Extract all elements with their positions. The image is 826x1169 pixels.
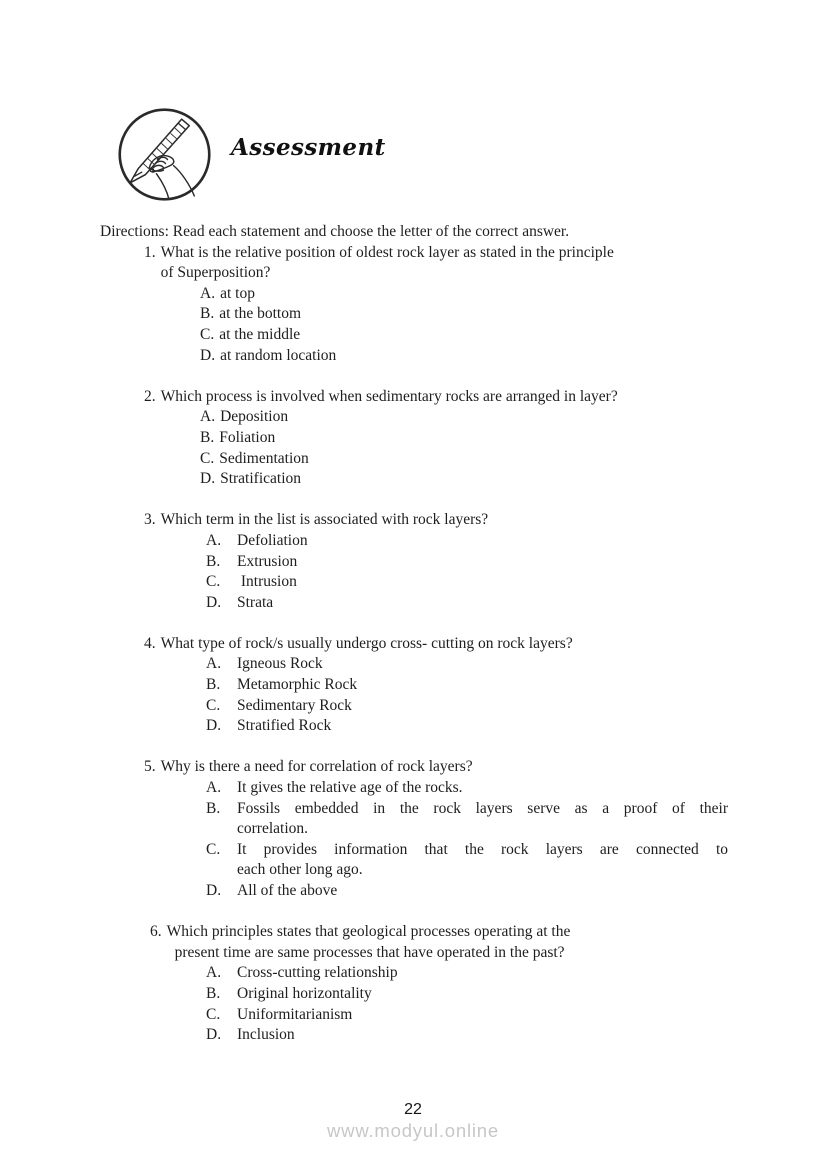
- option-letter: C.: [206, 573, 221, 591]
- assessment-body: [0, 222, 826, 1046]
- option-text: Foliation: [219, 428, 276, 446]
- question-4: [144, 634, 826, 737]
- page-title: Assessment: [231, 134, 386, 161]
- question-2: [144, 387, 826, 490]
- option-text: at random location: [220, 346, 337, 364]
- option-text-line: Fossils embedded in the rock layers serve as a proof of their: [237, 799, 728, 817]
- option-a: [206, 778, 826, 799]
- option-text-line: correlation.: [237, 820, 309, 838]
- option-letter: A.: [200, 284, 216, 302]
- option-text: Sedimentation: [219, 449, 309, 467]
- option-letter: C.: [200, 449, 215, 467]
- option-a: [200, 407, 826, 428]
- question-3: [144, 510, 826, 613]
- question-6: [144, 922, 826, 1046]
- option-letter: B.: [206, 984, 221, 1002]
- option-text: Sedimentary Rock: [237, 696, 352, 714]
- option-letter: B.: [206, 676, 221, 694]
- option-c: [200, 449, 826, 470]
- option-c: [206, 1005, 826, 1026]
- option-letter: C.: [206, 696, 221, 714]
- option-text: at the bottom: [219, 305, 302, 323]
- question-number: 5.: [144, 758, 156, 776]
- option-b: [206, 675, 826, 696]
- option-letter: A.: [206, 964, 222, 982]
- question-number: 2.: [144, 387, 156, 405]
- option-a: [206, 654, 826, 675]
- question-number: 1.: [144, 243, 156, 261]
- question-line: of Superposition?: [160, 264, 271, 282]
- option-text: [237, 840, 728, 881]
- option-text: [237, 799, 728, 840]
- option-text: Uniformitarianism: [237, 1005, 353, 1023]
- option-letter: D.: [200, 346, 216, 364]
- question-line: Which process is involved when sedimentary rocks are arranged in layer?: [160, 387, 618, 405]
- option-text-line: It provides information that the rock layers are connected to: [237, 840, 728, 858]
- question-line: Which principles states that geological processes operating at the: [166, 923, 571, 941]
- option-letter: C.: [206, 1005, 221, 1023]
- watermark-text: www.modyul.online: [327, 1120, 499, 1141]
- option-text: at top: [220, 284, 255, 302]
- option-text: It gives the relative age of the rocks.: [237, 779, 463, 797]
- question-line: What is the relative position of oldest rock layer as stated in the principle: [160, 243, 614, 261]
- option-b: [206, 552, 826, 573]
- option-b: [200, 304, 826, 325]
- question-number: 3.: [144, 511, 156, 529]
- question-line: Why is there a need for correlation of rock layers?: [160, 758, 473, 776]
- option-letter: D.: [200, 470, 216, 488]
- option-letter: A.: [200, 408, 216, 426]
- option-d: [200, 469, 826, 490]
- option-d: [206, 716, 826, 737]
- option-c: [206, 840, 826, 881]
- question-5: [144, 757, 826, 901]
- option-letter: B.: [200, 305, 215, 323]
- option-text: Deposition: [220, 408, 289, 426]
- option-d: [206, 881, 826, 902]
- option-letter: A.: [206, 655, 222, 673]
- option-letter: A.: [206, 779, 222, 797]
- writing-hand-icon: [116, 106, 213, 203]
- option-letter: C.: [206, 840, 221, 858]
- option-text: Original horizontality: [237, 984, 372, 1002]
- option-letter: A.: [206, 531, 222, 549]
- option-b: [200, 428, 826, 449]
- option-text: Stratified Rock: [237, 717, 332, 735]
- directions-text: Directions: Read each statement and choose the letter of the correct answer.: [100, 223, 570, 240]
- option-letter: D.: [206, 1026, 222, 1044]
- option-text: Defoliation: [237, 531, 308, 549]
- question-line: What type of rock/s usually undergo cross- cutting on rock layers?: [160, 634, 573, 652]
- option-b: [206, 799, 826, 840]
- option-letter: D.: [206, 717, 222, 735]
- question-number: 4.: [144, 634, 156, 652]
- option-d: [200, 346, 826, 367]
- option-text: All of the above: [237, 882, 338, 899]
- option-letter: B.: [206, 552, 221, 570]
- option-text: Strata: [237, 593, 274, 611]
- option-letter: B.: [200, 428, 215, 446]
- question-line: Which term in the list is associated with rock layers?: [160, 511, 489, 529]
- option-text: Intrusion: [237, 573, 297, 591]
- option-letter: B.: [206, 799, 221, 817]
- option-letter: C.: [200, 325, 215, 343]
- option-text: Cross-cutting relationship: [237, 964, 398, 982]
- option-text: Stratification: [220, 470, 301, 488]
- option-a: [200, 284, 826, 305]
- option-c: [200, 325, 826, 346]
- option-c: [206, 572, 826, 593]
- question-line: present time are same processes that have operated in the past?: [174, 943, 565, 961]
- option-d: [206, 593, 826, 614]
- option-letter: D.: [206, 593, 222, 611]
- option-letter: D.: [206, 882, 222, 899]
- page-number: 22: [404, 1101, 422, 1118]
- option-d: [206, 1025, 826, 1046]
- option-text: at the middle: [219, 325, 301, 343]
- option-text: Igneous Rock: [237, 655, 323, 673]
- option-text: Inclusion: [237, 1026, 295, 1044]
- option-text: Metamorphic Rock: [237, 676, 358, 694]
- question-1: [144, 243, 826, 367]
- option-b: [206, 984, 826, 1005]
- option-c: [206, 696, 826, 717]
- option-a: [206, 963, 826, 984]
- question-number: 6.: [150, 923, 162, 941]
- option-a: [206, 531, 826, 552]
- option-text-line: each other long ago.: [237, 861, 363, 879]
- option-text: Extrusion: [237, 552, 298, 570]
